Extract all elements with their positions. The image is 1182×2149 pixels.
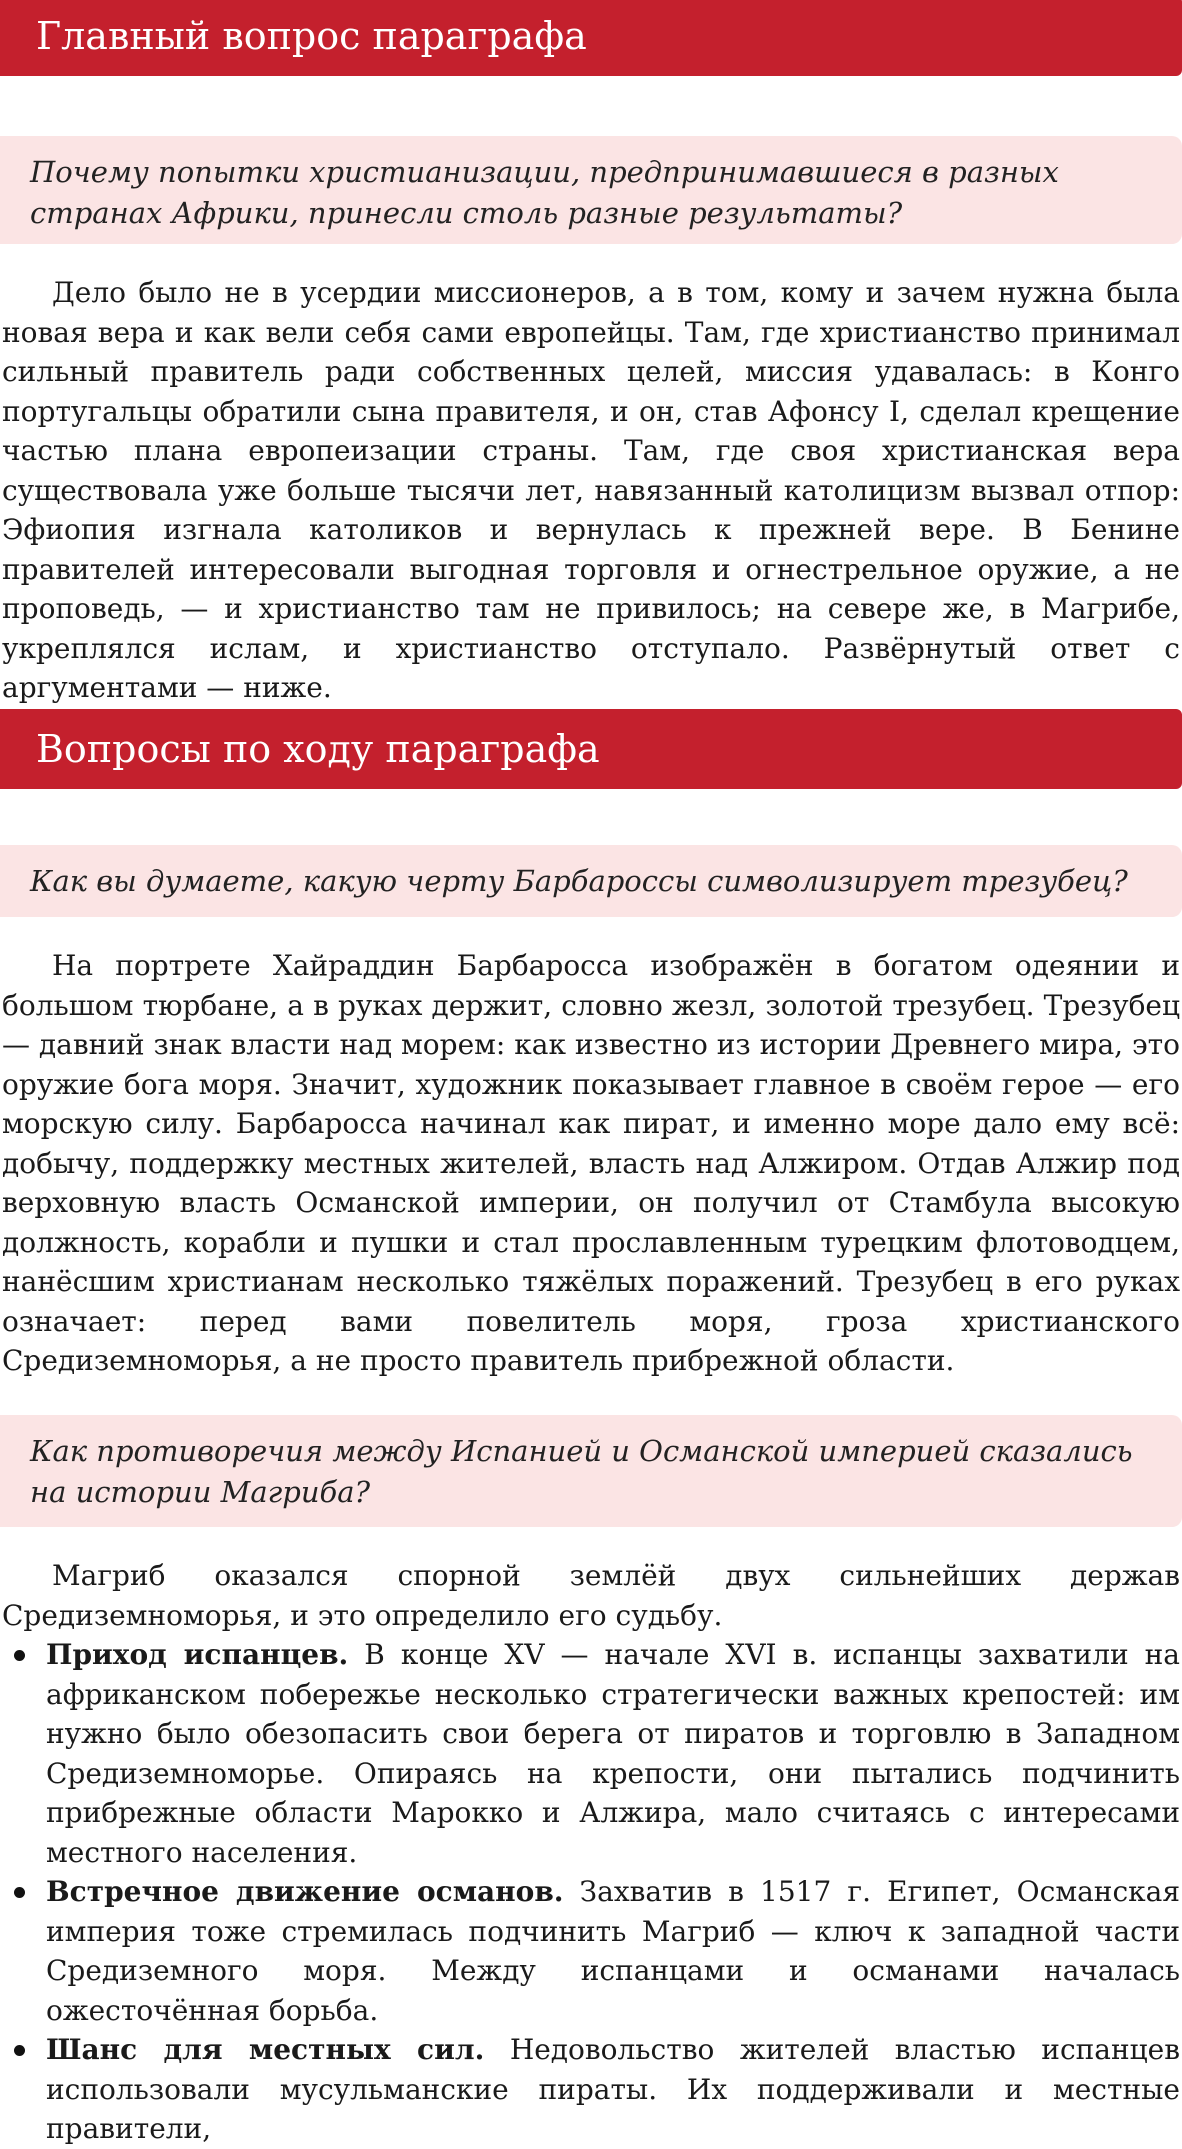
- answer-paragraph: Дело было не в усердии миссионеров, а в том, кому и зачем нужна была новая вера и как вели себя сами европейцы. Там, где христианство принимал сильный правитель ради собственных целей, миссия удавалась: в Конго португальцы обратили сына правителя, и он, став Афонсу I, сделал крещение частью плана европеизации страны. Там, где своя христианская вера существовала уже больше тысячи лет, навязанный католицизм вызвал отпор: Эфиопия изгнала католиков и вернулась к прежней вере. В Бенине правителей интересовали выгодная торговля и огнестрельное оружие, а не проповедь, — и христианство там не привилось; на севере же, в Магрибе, укреплялся ислам, и христианство отступало. Развёрнутый ответ с аргументами — ниже.: [2, 276, 1180, 704]
- bullet-title: Приход испанцев.: [46, 1638, 349, 1671]
- bullet-icon: [14, 1650, 25, 1661]
- bullet-text: В конце XV — начале XVI в. испанцы захватили на африканском побережье несколько стратегически важных крепостей: им нужно было обезопасить свои берега от пиратов и торговлю в Западном Средиземноморье. Опираясь на крепости, они пытались подчинить прибрежные области Марокко и Алжира, мало считаясь с интересами местного населения.: [46, 1638, 1180, 1869]
- section-header-main-question: Главный вопрос параграфа: [0, 0, 1182, 76]
- answer-q2-intro: [0, 1556, 1182, 1635]
- bullet-list: [0, 1635, 1182, 2149]
- question-text: Как противоречия между Испанией и Османской империей сказались на истории Магриба?: [30, 1434, 1133, 1509]
- list-item: [0, 1872, 1182, 2030]
- bullet-text: Захватив в 1517 г. Египет, Османская империя тоже стремилась подчинить Магриб — ключ к западной части Средиземного моря. Между испанцами и османами началась ожесточённая борьба.: [46, 1875, 1180, 2027]
- question-box-q2: [0, 1415, 1182, 1527]
- list-item: [0, 1635, 1182, 1872]
- question-text: Почему попытки христианизации, предпринимавшиеся в разных странах Африки, принесли столь разные результаты?: [30, 155, 1059, 230]
- bullet-title: Встречное движение османов.: [46, 1875, 564, 1908]
- section-header-course-questions: Вопросы по ходу параграфа: [0, 709, 1182, 789]
- answer-paragraph: Магриб оказался спорной землёй двух сильнейших держав Средиземноморья, и это определило его судьбу.: [2, 1559, 1180, 1632]
- list-item: [0, 2030, 1182, 2149]
- question-box-q1: [0, 845, 1182, 917]
- bullet-icon: [14, 1887, 25, 1898]
- bullet-title: Шанс для местных сил.: [46, 2033, 485, 2066]
- question-text: Как вы думаете, какую черту Барбароссы символизирует трезубец?: [30, 864, 1128, 898]
- question-box-main: [0, 136, 1182, 244]
- bullet-text: Недовольство жителей властью испанцев использовали мусульманские пираты. Их поддерживали и местные правители,: [46, 2033, 1181, 2145]
- bullet-icon: [14, 2045, 25, 2056]
- answer-q1: [0, 946, 1182, 1381]
- answer-main: [0, 273, 1182, 708]
- answer-paragraph: На портрете Хайраддин Барбаросса изображён в богатом одеянии и большом тюрбане, а в руках держит, словно жезл, золотой трезубец. Трезубец — давний знак власти над морем: как известно из истории Древнего мира, это оружие бога моря. Значит, художник показывает главное в своём герое — его морскую силу. Барбаросса начинал как пират, и именно море дало ему всё: добычу, поддержку местных жителей, власть над Алжиром. Отдав Алжир под верховную власть Османской империи, он получил от Стамбула высокую должность, корабли и пушки и стал прославленным турецким флотоводцем, нанёсшим христианам несколько тяжёлых поражений. Трезубец в его руках означает: перед вами повелитель моря, гроза христианского Средиземноморья, а не просто правитель прибрежной области.: [2, 949, 1180, 1377]
